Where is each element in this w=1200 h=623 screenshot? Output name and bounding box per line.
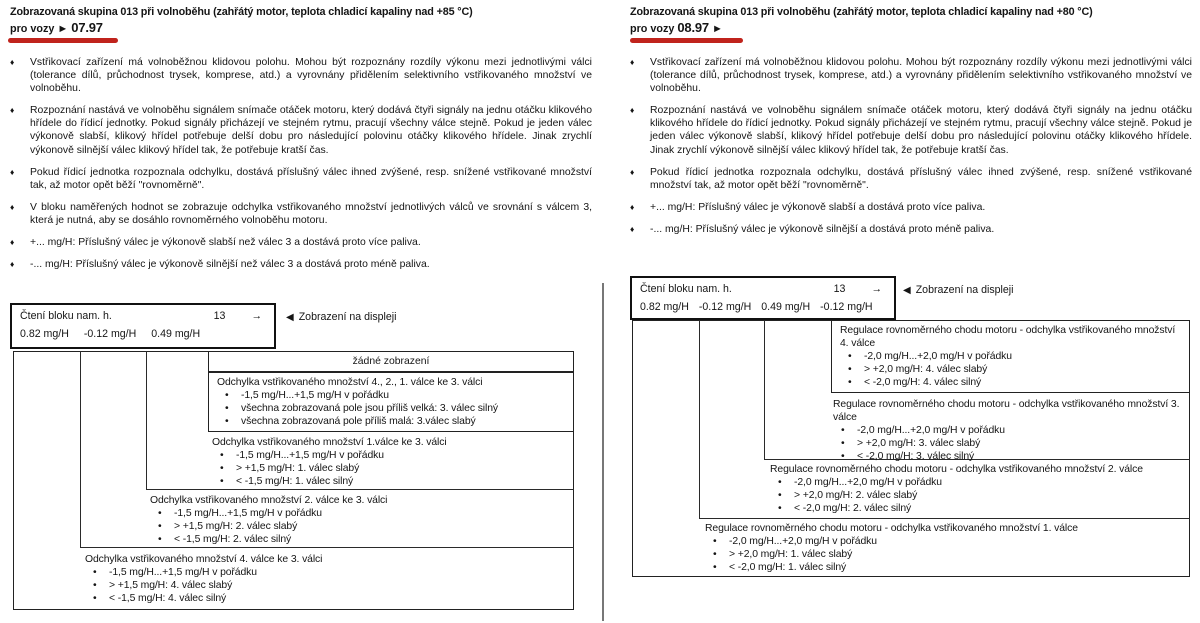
zone-item [212, 475, 564, 488]
zone-item-text: < -2,0 mg/H: 2. válec silný [794, 503, 912, 514]
diamond-bullet-icon: ♦ [630, 201, 635, 212]
left-arrowhead-icon: ◀ [286, 312, 294, 323]
diamond-bullet-icon: ♦ [10, 201, 15, 212]
zone-cylinder-2 [770, 463, 1185, 515]
vehicle-range [10, 20, 103, 35]
bullet-icon: • [778, 490, 782, 501]
paragraph-text: Pokud řídicí jednotka rozpoznala odchylku, dostává příslušný válec ihned zvýšené, resp. snížené vstřikované množství tak, až motor opět běží "rovnoměrně". [30, 166, 592, 191]
zone-item-text: -1,5 mg/H...+1,5 mg/H v pořádku [109, 567, 257, 578]
bullet-icon: • [158, 534, 162, 545]
body-text [10, 56, 592, 271]
zone-title: Odchylka vstřikovaného množství 1.válce ke 3. válci [212, 437, 447, 448]
display-header-row [632, 278, 894, 295]
paragraph-text: Pokud řídicí jednotka rozpoznala odchylku, dostává příslušný válec ihned zvýšené, resp. snížené vstřikované množství tak, až motor opět běží "rovnoměrně". [650, 166, 1192, 191]
display-value: -0.12 mg/H [820, 301, 873, 313]
body-paragraph [10, 201, 592, 227]
bullet-icon: • [841, 425, 845, 436]
bullet-icon: • [848, 351, 852, 362]
bullet-icon: • [220, 450, 224, 461]
zone-item [705, 535, 1175, 548]
display-callout [903, 284, 1013, 296]
zone-item-text: -1,5 mg/H...+1,5 mg/H v pořádku [174, 508, 322, 519]
callout-text: Zobrazení na displeji [915, 284, 1014, 296]
callout-text: Zobrazení na displeji [298, 311, 397, 323]
zone-item-text: < -2,0 mg/H: 3. válec silný [857, 451, 975, 462]
zone-item-text: > +2,0 mg/H: 2. válec slabý [794, 490, 918, 501]
zone-cylinder-1 [212, 436, 564, 488]
bullet-icon: • [225, 416, 229, 427]
display-value: 0.82 mg/H [20, 328, 69, 340]
vehicle-range [630, 20, 723, 35]
zone-cylinder-4 [831, 320, 1190, 393]
zone-cylinder-3 [833, 398, 1181, 463]
zone-item [85, 566, 505, 579]
paragraph-text: V bloku naměřených hodnot se zobrazuje odchylka vstřikovaného množství jednotlivých válců ve srovnání s válcem 3, která je nutná, aby se dosáhlo rovnoměrného volnoběhu motoru. [30, 201, 592, 226]
zone-item [840, 376, 1181, 389]
display-values-row [632, 295, 894, 313]
zone-item [840, 350, 1181, 363]
display-value: 0.49 mg/H [151, 328, 201, 340]
zone-item-text: -2,0 mg/H...+2,0 mg/H v pořádku [794, 477, 942, 488]
body-paragraph [630, 56, 1192, 95]
zone-item [150, 520, 530, 533]
zone-item [833, 450, 1181, 463]
display-value: 0.49 mg/H [761, 301, 811, 313]
red-underline [8, 38, 118, 43]
zone-item-text: -2,0 mg/H...+2,0 mg/H v pořádku [857, 425, 1005, 436]
zone-item-text: < -1,5 mg/H: 1. válec silný [236, 476, 354, 487]
bullet-icon: • [158, 508, 162, 519]
page-edge-line [602, 283, 604, 621]
zone-item-text: > +1,5 mg/H: 1. válec slabý [236, 463, 360, 474]
paragraph-text: Rozpoznání nastává ve volnoběhu signálem snímače otáček motoru, který dodává čtyři signály na jednu otáčku klikového hřídele do řídicí jednotky. Pokud signály přicházejí ve stejném rytmu, pracují všechny válce stejně. Pokud je jeden válec výkonově slabší, klikový hřídel potřebuje delší dobu pro následující polovinu otáčky klikového hřídele. Jinak zrychlí výkonově silnější válec klikový hřídel tak, že potřebuje kratší čas. [30, 105, 592, 156]
page-title: Zobrazovaná skupina 013 při volnoběhu (zahřátý motor, teplota chladicí kapaliny nad +85 °C) [10, 6, 473, 18]
body-paragraph [10, 258, 592, 271]
page-title: Zobrazovaná skupina 013 při volnoběhu (zahřátý motor, teplota chladicí kapaliny nad +80 °C) [630, 6, 1093, 18]
zone-item [833, 424, 1181, 437]
zone-cylinder-2 [150, 494, 530, 546]
display-header-row [12, 305, 274, 322]
bullet-icon: • [778, 503, 782, 514]
bullet-icon: • [848, 364, 852, 375]
zone-item [85, 579, 505, 592]
zone-item [833, 437, 1181, 450]
bullet-icon: • [848, 377, 852, 388]
zone-item [85, 592, 505, 605]
zone-item-text: všechna zobrazovaná pole příliš malá: 3.válec slabý [241, 416, 476, 427]
bullet-icon: • [713, 536, 717, 547]
display-value: -0.12 mg/H [83, 328, 137, 340]
zone-item-text: -1,5 mg/H...+1,5 mg/H v pořádku [236, 450, 384, 461]
no-display-box: žádné zobrazení [208, 351, 574, 372]
zone-item [150, 507, 530, 520]
red-underline [630, 38, 743, 43]
body-paragraph [10, 236, 592, 249]
body-paragraph [630, 104, 1192, 156]
zone-item-text: < -1,5 mg/H: 4. válec silný [109, 593, 227, 604]
bullet-icon: • [225, 403, 229, 414]
paragraph-text: Vstřikovací zařízení má volnoběžnou klidovou polohu. Mohou být rozpoznány rozdíly výkonu mezi jednotlivými válci (tolerance dílů, průchodnost trysek, komprese, atd.) a vyrovnány přidělením selektivního vstřikovaného množství ve volnoběhu. [30, 57, 592, 95]
right-arrowhead-icon: ► [57, 23, 69, 35]
zone-item-text: -2,0 mg/H...+2,0 mg/H v pořádku [864, 351, 1012, 362]
diamond-bullet-icon: ♦ [10, 105, 15, 116]
diamond-bullet-icon: ♦ [10, 166, 15, 177]
bullet-icon: • [220, 476, 224, 487]
diamond-bullet-icon: ♦ [10, 57, 15, 67]
zone-title: Regulace rovnoměrného chodu motoru - odchylka vstřikovaného množství 3. válce [833, 399, 1180, 423]
zone-item-text: > +1,5 mg/H: 4. válec slabý [109, 580, 233, 591]
left-arrowhead-icon: ◀ [903, 285, 911, 296]
zone-item [840, 363, 1181, 376]
display-value-box [10, 303, 276, 349]
paragraph-text: Vstřikovací zařízení má volnoběžnou klidovou polohu. Mohou být rozpoznány rozdíly výkonu mezi jednotlivými válci (tolerance dílů, průchodnost trysek, komprese, atd.) a vyrovnány přidělením selektivního vstřikovaného množství ve volnoběhu. [650, 57, 1192, 95]
bullet-icon: • [713, 549, 717, 560]
body-paragraph [630, 166, 1192, 192]
zone-item-text: < -2,0 mg/H: 1. válec silný [729, 562, 847, 573]
display-callout [286, 311, 396, 323]
zone-title: Odchylka vstřikovaného množství 4. válce ke 3. válci [85, 554, 323, 565]
zone-item [217, 415, 565, 428]
zone-title: Regulace rovnoměrného chodu motoru - odchylka vstřikovaného množství 1. válce [705, 523, 1078, 534]
paragraph-text: Rozpoznání nastává ve volnoběhu signálem snímače otáček motoru, který dodává čtyři signály na jednu otáčku klikového hřídele do řídicí jednotky. Pokud signály přicházejí ve stejném rytmu, pracují všechny válce stejně. Pokud je jeden válec výkonově slabší, klikový hřídel potřebuje delší dobu pro následující polovinu otáčky klikového hřídele. Jinak zrychlí výkonově silnější válec klikový hřídel tak, že potřebuje kratší čas. [650, 105, 1192, 156]
bullet-icon: • [93, 580, 97, 591]
zone-cylinder-1 [705, 522, 1175, 574]
bullet-icon: • [841, 451, 845, 462]
display-label: Čtení bloku nam. h. [640, 283, 732, 295]
zone-item-text: < -1,5 mg/H: 2. válec silný [174, 534, 292, 545]
bullet-icon: • [225, 390, 229, 401]
paragraph-text: -... mg/H: Příslušný válec je výkonově silnější než válec 3 a dostává proto méně paliva. [30, 259, 430, 271]
body-text [630, 56, 1192, 236]
zone-item [705, 561, 1175, 574]
zone-item [212, 449, 564, 462]
zone-item-text: -1,5 mg/H...+1,5 mg/H v pořádku [241, 390, 389, 401]
arrow-right-icon: → [251, 310, 262, 322]
body-paragraph [10, 56, 592, 95]
right-arrowhead-icon: ► [711, 23, 723, 35]
zone-item-text: < -2,0 mg/H: 4. válec silný [864, 377, 982, 388]
display-value: 0.82 mg/H [640, 301, 689, 313]
bullet-icon: • [158, 521, 162, 532]
body-paragraph [630, 223, 1192, 236]
paragraph-text: +... mg/H: Příslušný válec je výkonově slabší než válec 3 a dostává proto více paliva. [30, 237, 421, 249]
zone-item [212, 462, 564, 475]
model-year: 08.97 [677, 20, 709, 35]
zone-cylinder-4 [85, 553, 505, 605]
diamond-bullet-icon: ♦ [630, 166, 635, 177]
display-label: Čtení bloku nam. h. [20, 310, 112, 322]
diamond-bullet-icon: ♦ [10, 237, 15, 248]
bullet-icon: • [93, 567, 97, 578]
bullet-icon: • [220, 463, 224, 474]
zone-item [150, 533, 530, 546]
zone-item [770, 489, 1185, 502]
zone-item-text: > +1,5 mg/H: 2. válec slabý [174, 521, 298, 532]
display-group-number: 13 [213, 310, 226, 322]
zone-title: Regulace rovnoměrného chodu motoru - odchylka vstřikovaného množství 4. válce [840, 325, 1176, 349]
bullet-icon: • [778, 477, 782, 488]
vehicle-range-label: pro vozy [10, 23, 55, 35]
zone-item [705, 548, 1175, 561]
zone-item-text: -2,0 mg/H...+2,0 mg/H v pořádku [729, 536, 877, 547]
zone-item-text: všechna zobrazovaná pole jsou příliš velká: 3. válec silný [241, 403, 498, 414]
diamond-bullet-icon: ♦ [10, 259, 15, 270]
display-values-row [12, 322, 274, 340]
page-right [600, 0, 1200, 623]
model-year: 07.97 [71, 20, 103, 35]
body-paragraph [10, 104, 592, 156]
zone-item-text: > +2,0 mg/H: 4. válec slabý [864, 364, 988, 375]
zone-title: Odchylka vstřikovaného množství 2. válce ke 3. válci [150, 495, 388, 506]
zone-cylinders-421 [208, 372, 574, 432]
diamond-bullet-icon: ♦ [630, 57, 635, 67]
arrow-right-icon: → [871, 283, 882, 295]
bullet-icon: • [841, 438, 845, 449]
bullet-icon: • [93, 593, 97, 604]
zone-item [217, 402, 565, 415]
body-paragraph [630, 201, 1192, 214]
bullet-icon: • [713, 562, 717, 573]
diamond-bullet-icon: ♦ [630, 105, 635, 116]
display-value-box [630, 276, 896, 320]
zone-item [770, 502, 1185, 515]
paragraph-text: +... mg/H: Příslušný válec je výkonově slabší a dostává proto více paliva. [650, 201, 986, 213]
zone-item [217, 389, 565, 402]
vehicle-range-label: pro vozy [630, 23, 675, 35]
zone-item-text: > +2,0 mg/H: 3. válec slabý [857, 438, 981, 449]
display-value: -0.12 mg/H [698, 301, 752, 313]
zone-title: Regulace rovnoměrného chodu motoru - odchylka vstřikovaného množství 2. válce [770, 464, 1143, 475]
zone-item [770, 476, 1185, 489]
zone-item-text: > +2,0 mg/H: 1. válec slabý [729, 549, 853, 560]
paragraph-text: -... mg/H: Příslušný válec je výkonově silnější a dostává proto méně paliva. [650, 223, 995, 235]
body-paragraph [10, 166, 592, 192]
zone-title: Odchylka vstřikovaného množství 4., 2., 1. válce ke 3. válci [217, 377, 483, 388]
diamond-bullet-icon: ♦ [630, 223, 635, 234]
display-group-number: 13 [833, 283, 846, 295]
